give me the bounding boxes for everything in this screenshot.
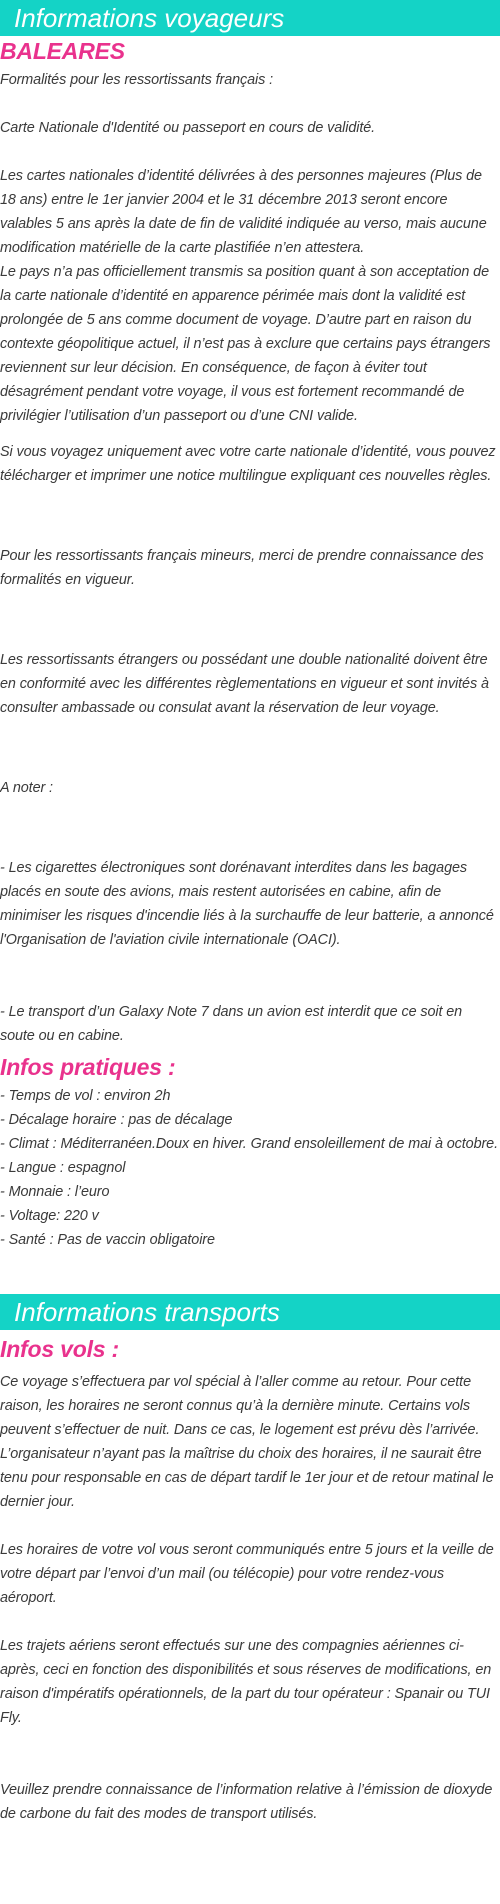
a-noter-label: A noter : <box>0 780 53 796</box>
list-item: - Temps de vol : environ 2h <box>0 1088 171 1104</box>
list-item: - Monnaie : l’euro <box>0 1184 110 1200</box>
cni-paragraph-1: Les cartes nationales d’identité délivrées à des personnes majeures (Plus de 18 ans) entre le 1er janvier 2004 et le 31 décembre 2013 seront encore valables 5 ans après la date de fin de validité indiquée au verso, mais aucune modification matérielle de la carte plastifiée n’en attestera. <box>0 168 487 256</box>
list-item: - Voltage: 220 v <box>0 1208 99 1224</box>
list-item: - Décalage horaire : pas de décalage <box>0 1112 233 1128</box>
cni-notice-text: Si vous voyagez uniquement avec votre carte nationale d’identité, vous pouvez télécharger et imprimer une notice multilingue expliquant ces nouvelles règles. <box>0 444 496 484</box>
carte-identite-text: Carte Nationale d'Identité ou passeport en cours de validité. <box>0 120 376 136</box>
infos-pratiques-list <box>0 1084 500 1252</box>
galaxy-notice: - Le transport d’un Galaxy Note 7 dans un avion est interdit que ce soit en soute ou en cabine. <box>0 1004 463 1044</box>
cni-paragraph-2: Le pays n’a pas officiellement transmis sa position quant à son acceptation de la carte nationale d’identité en apparence périmée mais dont la validité est prolongée de 5 ans comme document de voyage. D’autre part en raison du contexte géopolitique actuel, il n’est pas à exclure que certains pays étrangers reviennent sur leur décision. En conséquence, de façon à éviter tout désagrément pendant votre voyage, il vous est fortement recommandé de privilégier l’utilisation d’un passeport ou d’une CNI valide. <box>0 264 491 424</box>
horaires-paragraph: Les horaires de votre vol vous seront communiqués entre 5 jours et la veille de votre départ par l’envoi d’un mail (ou télécopie) pour votre rendez-vous aéroport. <box>0 1542 494 1606</box>
formalites-intro: Formalités pour les ressortissants français : <box>0 72 274 88</box>
banner-informations-voyageurs: Informations voyageurs <box>0 0 500 36</box>
etrangers-text: Les ressortissants étrangers ou possédant une double nationalité doivent être en conformité avec les différentes règlementations en vigueur et sont invités à consulter ambassade ou consulat avant la réservation de leur voyage. <box>0 652 489 716</box>
destination-title: BALEARES <box>0 38 125 64</box>
list-item: - Santé : Pas de vaccin obligatoire <box>0 1232 215 1248</box>
list-item: - Climat : Méditerranéen.Doux en hiver. Grand ensoleillement de mai à octobre. <box>0 1136 498 1152</box>
infos-pratiques-heading: Infos pratiques : <box>0 1054 176 1080</box>
mineurs-text: Pour les ressortissants français mineurs, merci de prendre connaissance des formalités en vigueur. <box>0 548 484 588</box>
trajets-paragraph: Les trajets aériens seront effectués sur une des compagnies aériennes ci-après, ceci en fonction des disponibilités et sous réserves de modifications, en raison d'impératifs opérationnels, de la part du tour opérateur : Spanair ou TUI Fly. <box>0 1638 492 1726</box>
banner-informations-transports: Informations transports <box>0 1294 500 1330</box>
cigarettes-notice: - Les cigarettes électroniques sont dorénavant interdites dans les bagages placés en soute des avions, mais restent autorisées en cabine, afin de minimiser les risques d'incendie liés à la surchauffe de leur batterie, a annoncé l'Organisation de l'aviation civile internationale (OACI). <box>0 860 494 948</box>
co2-paragraph: Veuillez prendre connaissance de l’information relative à l’émission de dioxyde de carbone du fait des modes de transport utilisés. <box>0 1782 493 1822</box>
list-item: - Langue : espagnol <box>0 1160 126 1176</box>
infos-vols-heading: Infos vols : <box>0 1336 120 1362</box>
vol-special-paragraph: Ce voyage s’effectuera par vol spécial à l’aller comme au retour. Pour cette raison, les horaires ne seront connus qu’à la dernière minute. Certains vols peuvent s’effectuer de nuit. Dans ce cas, le logement est prévu dès l’arrivée. L’organisateur n’ayant pas la maîtrise du choix des horaires, il ne saurait être tenu pour responsable en cas de départ tardif le 1er jour et de retour matinal le dernier jour. <box>0 1374 494 1510</box>
